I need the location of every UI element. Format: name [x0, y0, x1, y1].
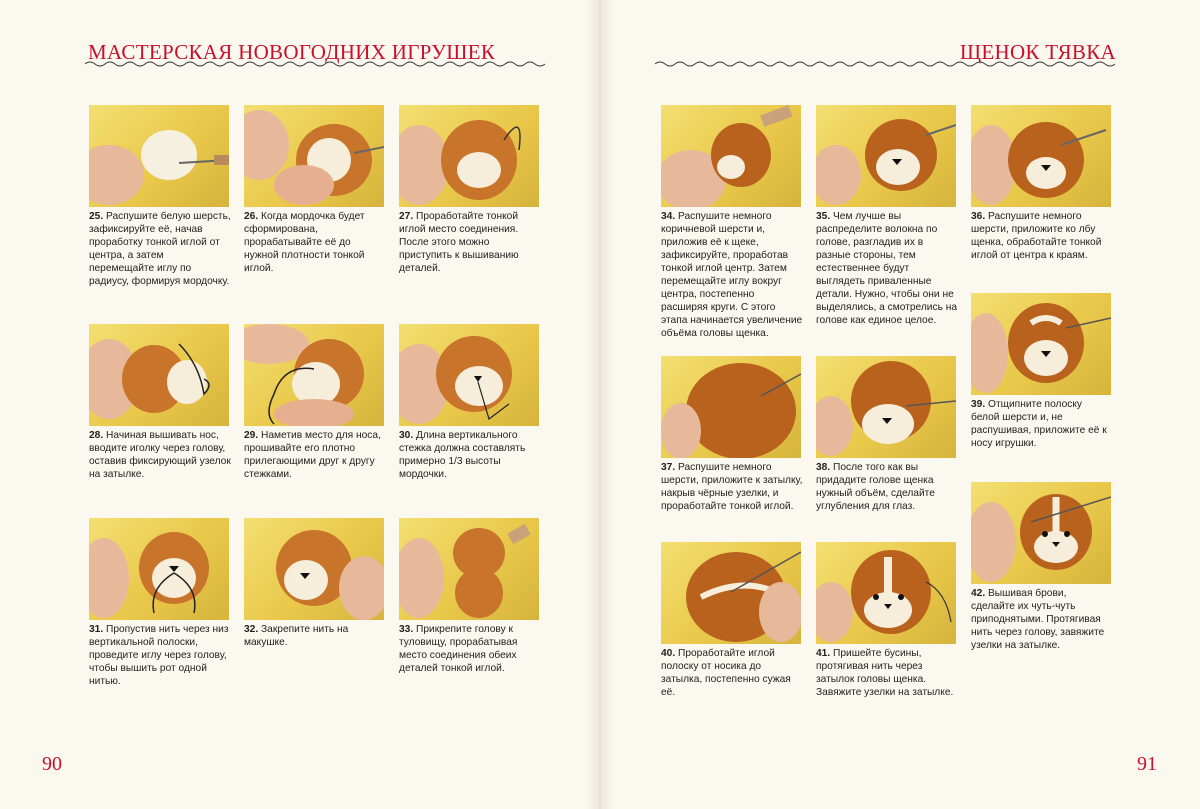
step-38-photo: [816, 356, 956, 458]
step-number: 25.: [89, 211, 104, 222]
step-text: Когда мордочка будет сформирована, прорабатывайте её до нужной плотности тонкой иглой.: [244, 211, 365, 274]
step-27-photo: [399, 105, 539, 207]
step-text: Чем лучше вы распределите волокна по голове, разгладив их в разные стороны, тем естественнее будут выглядеть приваленные детали. Нужно, чтобы они не выделялись, а смотрелись на голове как единое целое.: [816, 211, 958, 326]
left-page-number: 90: [42, 753, 62, 775]
step-32-photo: [244, 518, 384, 620]
step-number: 36.: [971, 211, 986, 222]
step-38: [816, 356, 958, 514]
step-28-photo: [89, 324, 229, 426]
step-37: [661, 356, 803, 514]
step-40: [661, 542, 803, 700]
step-41-photo: [816, 542, 956, 644]
step-33: [399, 518, 541, 676]
step-number: 28.: [89, 430, 104, 441]
step-31: [89, 518, 231, 689]
step-text: Отщипните полоску белой шерсти и, не распушивая, приложите её к носу игрушки.: [971, 399, 1107, 449]
step-text: Распушите немного шерсти, приложите к затылку, накрыв чёрные узелки, и проработайте тонкой иглой.: [661, 462, 803, 512]
step-text: Закрепите нить на макушке.: [244, 624, 349, 648]
step-25: [89, 105, 231, 289]
step-32: [244, 518, 386, 650]
step-37-photo: [661, 356, 801, 458]
step-number: 27.: [399, 211, 414, 222]
step-number: 29.: [244, 430, 259, 441]
step-number: 40.: [661, 648, 676, 659]
right-running-title: ЩЕНОК ТЯВКА: [959, 40, 1116, 64]
step-number: 39.: [971, 399, 986, 410]
step-35: [816, 105, 958, 328]
step-29-photo: [244, 324, 384, 426]
step-number: 30.: [399, 430, 414, 441]
step-42: [971, 482, 1113, 653]
step-text: Начиная вышивать нос, вводите иголку через голову, оставив фиксирующий узелок на затылке.: [89, 430, 231, 480]
step-number: 26.: [244, 211, 259, 222]
step-text: Проработайте иглой полоску от носика до затылка, постепенно сужая её.: [661, 648, 791, 698]
step-29: [244, 324, 386, 482]
step-26: [244, 105, 386, 276]
book-spine: [585, 0, 615, 809]
step-39: [971, 293, 1113, 451]
step-text: Прикрепите голову к туловищу, прорабатывая место соединения обеих деталей тонкой иглой.: [399, 624, 518, 674]
step-number: 41.: [816, 648, 831, 659]
step-39-photo: [971, 293, 1111, 395]
step-text: Распушите белую шерсть, зафиксируйте её, начав проработку тонкой иглой от центра, а затем перемещайте иглу по радиусу, формируя мордочку.: [89, 211, 231, 287]
left-running-title: МАСТЕРСКАЯ НОВОГОДНИХ ИГРУШЕК: [88, 40, 496, 64]
step-40-photo: [661, 542, 801, 644]
step-27: [399, 105, 541, 276]
step-31-photo: [89, 518, 229, 620]
step-text: Вышивая брови, сделайте их чуть-чуть приподнятыми. Протягивая нить через голову, завяжите узелки на затылке.: [971, 588, 1105, 651]
step-text: Пропустив нить через низ вертикальной полоски, проведите иглу через голову, чтобы вышить рот одной нитью.: [89, 624, 229, 687]
step-text: Проработайте тонкой иглой место соединения. После этого можно приступить к вышиванию деталей.: [399, 211, 519, 274]
step-text: Распушите немного шерсти, приложите ко лбу щенка, обработайте тонкой иглой от центра к краям.: [971, 211, 1102, 261]
step-36: [971, 105, 1113, 263]
step-number: 35.: [816, 211, 831, 222]
step-text: Пришейте бусины, протягивая нить через затылок головы щенка. Завяжите узелки на затылке.: [816, 648, 954, 698]
step-number: 31.: [89, 624, 104, 635]
step-text: Распушите немного коричневой шерсти и, приложив её к щеке, зафиксируйте, проработав тонкой иглой центр. Затем перемещайте иглу вокруг центра, постепенно расширяя круги. С этого этапа начинается увеличение объёма головы щенка.: [661, 211, 803, 339]
left-title-rule: [85, 60, 545, 68]
right-title-rule: [655, 60, 1115, 68]
step-text: После того как вы придадите голове щенка нужный объём, сделайте углубления для глаз.: [816, 462, 935, 512]
step-41: [816, 542, 958, 700]
step-number: 33.: [399, 624, 414, 635]
step-text: Наметив место для носа, прошивайте его плотно прилегающими друг к другу стежками.: [244, 430, 381, 480]
step-30: [399, 324, 541, 482]
step-30-photo: [399, 324, 539, 426]
step-34-photo: [661, 105, 801, 207]
step-25-photo: [89, 105, 229, 207]
step-number: 38.: [816, 462, 831, 473]
step-text: Длина вертикального стежка должна составлять примерно 1/3 высоты мордочки.: [399, 430, 526, 480]
step-28: [89, 324, 231, 482]
step-33-photo: [399, 518, 539, 620]
step-number: 37.: [661, 462, 676, 473]
step-number: 42.: [971, 588, 986, 599]
step-42-photo: [971, 482, 1111, 584]
step-34: [661, 105, 803, 341]
step-26-photo: [244, 105, 384, 207]
step-number: 32.: [244, 624, 259, 635]
step-number: 34.: [661, 211, 676, 222]
right-page-number: 91: [1137, 753, 1157, 775]
step-36-photo: [971, 105, 1111, 207]
step-35-photo: [816, 105, 956, 207]
